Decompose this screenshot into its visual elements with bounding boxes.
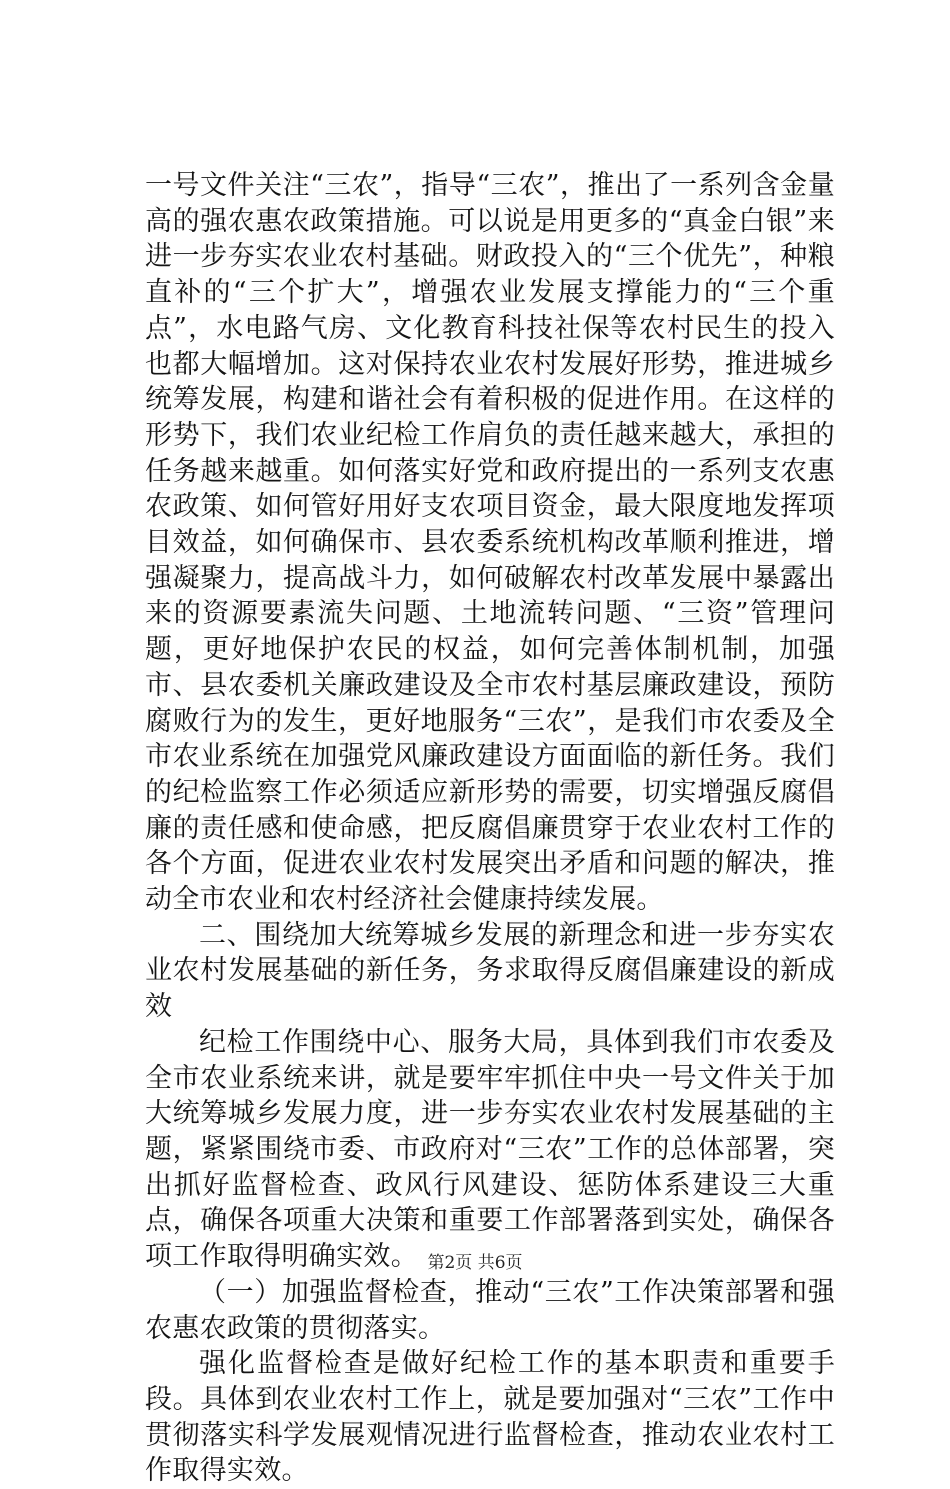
- paragraph-continuation: 一号文件关注“三农”，指导“三农”，推出了一系列含金量高的强农惠农政策措施。可以说是用更多的“真金白银”来进一步夯实农业农村基础。财政投入的“三个优先”，种粮直补的“三个扩大”，增强农业发展支撑能力的“三个重点”，水电路气房、文化教育科技社保等农村民生的投入也都大幅增加。这对保持农业农村发展好形势，推进城乡统筹发展，构建和谐社会有着积极的促进作用。在这样的形势下，我们农业纪检工作肩负的责任越来越大，承担的任务越来越重。如何落实好党和政府提出的一系列支农惠农政策、如何管好用好支农项目资金，最大限度地发挥项目效益，如何确保市、县农委系统机构改革顺利推进，增强凝聚力，提高战斗力，如何破解农村改革发展中暴露出来的资源要素流失问题、土地流转问题、“三资”管理问题，更好地保护农民的权益，如何完善体制机制，加强市、县农委机关廉政建设及全市农村基层廉政建设，预防腐败行为的发生，更好地服务“三农”，是我们市农委及全市农业系统在加强党风廉政建设方面面临的新任务。我们的纪检监察工作必须适应新形势的需要，切实增强反腐倡廉的责任感和使命感，把反腐倡廉贯穿于农业农村工作的各个方面，促进农业农村发展突出矛盾和问题的解决，推动全市农业和农村经济社会健康持续发展。: [145, 170, 835, 916]
- paragraph-section-intro: 纪检工作围绕中心、服务大局，具体到我们市农委及全市农业系统来讲，就是要牢牢抓住中央一号文件关于加大统筹城乡发展力度，进一步夯实农业农村发展基础的主题，紧紧围绕市委、市政府对“三农”工作的总体部署，突出抓好监督检查、政风行风建设、惩防体系建设三大重点，确保各项重大决策和重要工作部署落到实处，确保各项工作取得明确实效。: [145, 1026, 835, 1273]
- page-number-footer: 第2页 共6页: [427, 1253, 523, 1273]
- paragraph-supervision: 强化监督检查是做好纪检工作的基本职责和重要手段。具体到农业农村工作上，就是要加强对“三农”工作中贯彻落实科学发展观情况进行监督检查，推动农业农村工作取得实效。: [145, 1348, 835, 1487]
- section-heading-two: 二、围绕加大统筹城乡发展的新理念和进一步夯实农业农村发展基础的新任务，务求取得反腐倡廉建设的新成效: [145, 919, 835, 1023]
- document-body: [145, 168, 835, 1489]
- subsection-heading-one: （一）加强监督检查，推动“三农”工作决策部署和强农惠农政策的贯彻落实。: [145, 1276, 835, 1344]
